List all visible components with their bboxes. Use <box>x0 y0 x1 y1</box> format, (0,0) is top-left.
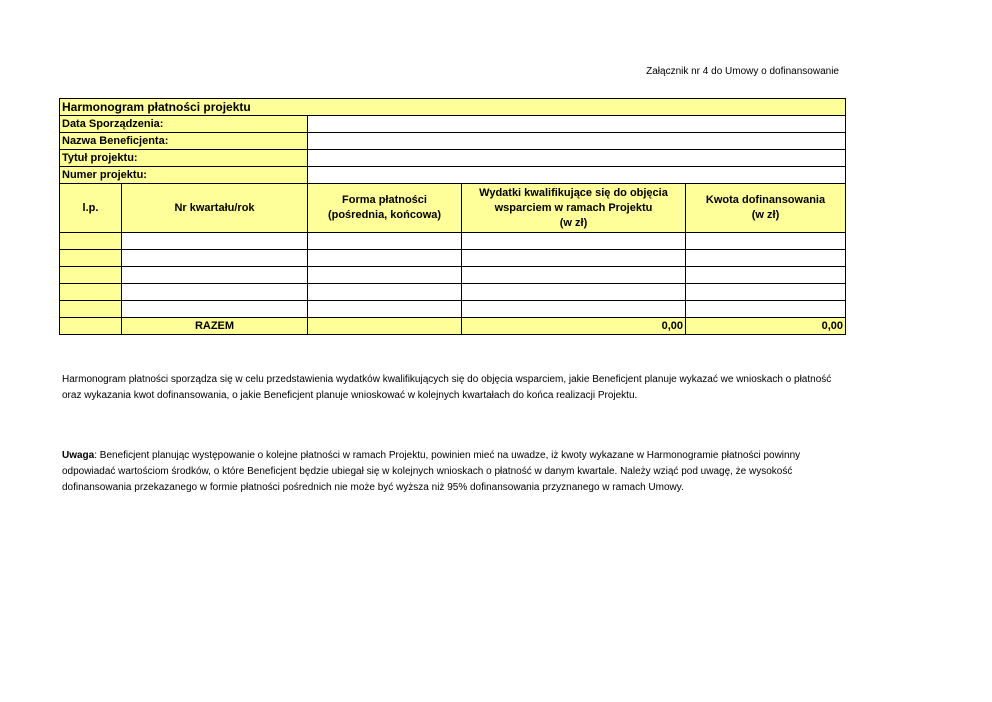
cell-lp[interactable] <box>60 250 122 267</box>
note-paragraph: Harmonogram płatności sporządza się w celu przedstawienia wydatków kwalifikujących się do objęcia wsparciem, jakie Beneficjent planuje wykazać we wnioskach o płatność oraz wykazania kwot dofinansowania, o jakie Beneficjent planuje wnioskować w kolejnych kwartałach do końca realizacji Projektu. <box>62 374 832 401</box>
total-label: RAZEM <box>122 318 308 335</box>
total-row <box>60 318 846 335</box>
cell-payment-form[interactable] <box>308 301 462 318</box>
cell-payment-form[interactable] <box>308 250 462 267</box>
total-cofinancing: 0,00 <box>686 318 846 335</box>
table-row <box>60 284 846 301</box>
total-payment-form-cell <box>308 318 462 335</box>
cell-cofinancing[interactable] <box>686 284 846 301</box>
warning-paragraph <box>62 448 842 496</box>
warning-label: Uwaga <box>62 450 95 461</box>
table-row <box>60 233 846 250</box>
cell-lp[interactable] <box>60 301 122 318</box>
header-cofinancing: Kwota dofinansowania (w zł) <box>686 184 846 233</box>
header-payment-form: Forma płatności (pośrednia, końcowa) <box>308 184 462 233</box>
cell-quarter[interactable] <box>122 233 308 250</box>
cell-quarter[interactable] <box>122 267 308 284</box>
meta-label: Data Sporządzenia: <box>60 116 308 133</box>
cell-eligible-expenses[interactable] <box>462 233 686 250</box>
cell-lp[interactable] <box>60 267 122 284</box>
meta-row-date <box>60 116 846 133</box>
column-header-row <box>60 184 846 233</box>
total-eligible-expenses: 0,00 <box>462 318 686 335</box>
meta-value-title[interactable] <box>308 150 846 167</box>
meta-value-number[interactable] <box>308 167 846 184</box>
cell-lp[interactable] <box>60 284 122 301</box>
cell-eligible-expenses[interactable] <box>462 284 686 301</box>
table-row <box>60 250 846 267</box>
total-lp-cell <box>60 318 122 335</box>
meta-row-beneficiary <box>60 133 846 150</box>
meta-label: Numer projektu: <box>60 167 308 184</box>
cell-eligible-expenses[interactable] <box>462 301 686 318</box>
cell-eligible-expenses[interactable] <box>462 250 686 267</box>
meta-value-beneficiary[interactable] <box>308 133 846 150</box>
payment-schedule-table <box>59 98 846 335</box>
meta-label: Nazwa Beneficjenta: <box>60 133 308 150</box>
annex-label: Załącznik nr 4 do Umowy o dofinansowanie <box>646 66 839 77</box>
warning-text: : Beneficjent planując występowanie o kolejne płatności w ramach Projektu, powinien mieć na uwadze, iż kwoty wykazane w Harmonogramie płatności powinny odpowiadać wartościom środków, o które Beneficjent będzie ubiegał się w kolejnych wnioskach o płatność w danym kwartale. Należy wziąć pod uwagę, że wysokość dofinansowania przekazanego w formie płatności pośrednich nie może być wyższa niż 95% dofinansowania przyznanego w ramach Umowy. <box>62 450 801 493</box>
meta-label: Tytuł projektu: <box>60 150 308 167</box>
header-eligible-expenses: Wydatki kwalifikujące się do objęcia wsparciem w ramach Projektu (w zł) <box>462 184 686 233</box>
cell-cofinancing[interactable] <box>686 250 846 267</box>
cell-payment-form[interactable] <box>308 233 462 250</box>
table-row <box>60 267 846 284</box>
meta-row-title <box>60 150 846 167</box>
header-quarter: Nr kwartału/rok <box>122 184 308 233</box>
cell-cofinancing[interactable] <box>686 233 846 250</box>
table-title: Harmonogram płatności projektu <box>60 99 846 116</box>
cell-payment-form[interactable] <box>308 284 462 301</box>
cell-cofinancing[interactable] <box>686 301 846 318</box>
cell-quarter[interactable] <box>122 250 308 267</box>
cell-payment-form[interactable] <box>308 267 462 284</box>
cell-lp[interactable] <box>60 233 122 250</box>
meta-value-date[interactable] <box>308 116 846 133</box>
cell-quarter[interactable] <box>122 301 308 318</box>
meta-row-number <box>60 167 846 184</box>
header-lp: l.p. <box>60 184 122 233</box>
cell-quarter[interactable] <box>122 284 308 301</box>
table-row <box>60 301 846 318</box>
cell-eligible-expenses[interactable] <box>462 267 686 284</box>
cell-cofinancing[interactable] <box>686 267 846 284</box>
